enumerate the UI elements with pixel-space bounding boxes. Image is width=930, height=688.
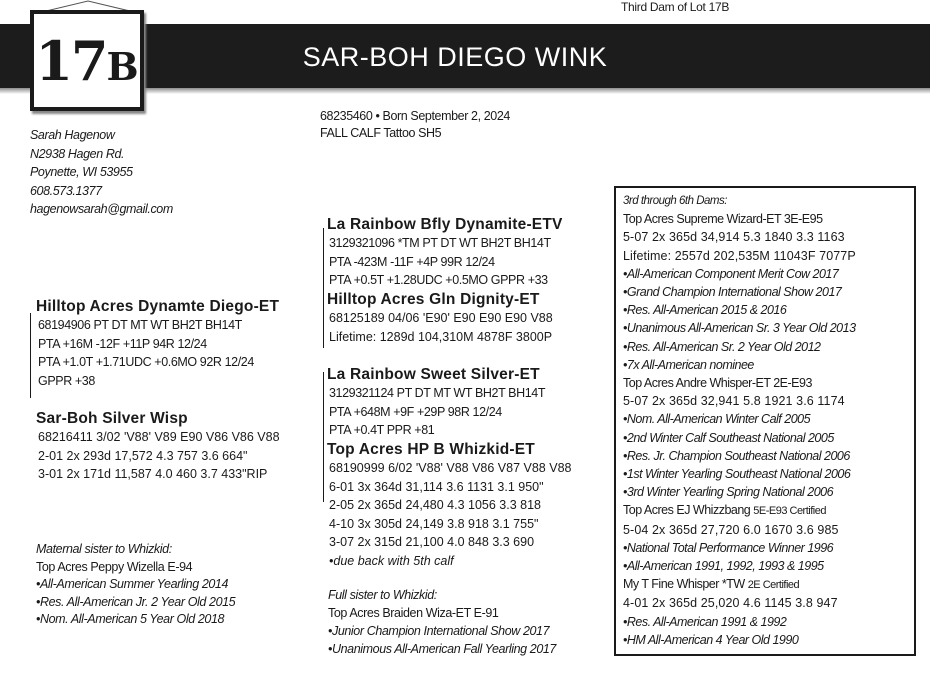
third-dam-note: •Res. All-American Sr. 2 Year Old 2012 [623, 339, 821, 354]
full-sister-note: •Unanimous All-American Fall Yearling 2017 [328, 642, 556, 656]
sixth-dam-record: 4-01 2x 365d 25,020 4.6 1145 3.8 947 [623, 596, 838, 611]
animal-info [320, 108, 510, 142]
sixth-dam-name: My T Fine Whisper *TW [623, 577, 745, 592]
sire-sire-block [327, 215, 563, 290]
sire-sire-name: La Rainbow Bfly Dynamite-ETV [327, 216, 563, 233]
third-dam-record: 5-07 2x 365d 34,914 5.3 1840 3.3 1163 [623, 230, 845, 245]
class-tattoo: FALL CALF Tattoo SH5 [320, 126, 442, 140]
dam-dam-block [327, 440, 571, 570]
sire-block [36, 297, 279, 390]
fifth-dam-name: Top Acres EJ Whizzbang [623, 503, 751, 518]
dam-name: Sar-Boh Silver Wisp [36, 410, 188, 427]
fourth-dam-note: •Res. Jr. Champion Southeast National 2006 [623, 448, 850, 463]
sire-pedigree-bracket [323, 228, 324, 348]
dam-block [36, 409, 280, 484]
maternal-sister-name: Top Acres Peppy Wizella E-94 [36, 559, 193, 574]
consignor-phone: 608.573.1377 [30, 183, 102, 198]
fourth-dam-note: •Nom. All-American Winter Calf 2005 [623, 412, 811, 427]
extended-dams-content [623, 192, 856, 649]
top-note: Third Dam of Lot 17B [621, 0, 730, 14]
fourth-dam-record: 5-07 2x 365d 32,941 5.8 1921 3.6 1174 [623, 394, 845, 409]
dams-heading: 3rd through 6th Dams: [623, 195, 727, 207]
consignor-email: hagenowsarah@gmail.com [30, 202, 173, 216]
third-dam-note: •Unanimous All-American Sr. 3 Year Old 2013 [623, 321, 856, 336]
sixth-dam-cert: 2E Certified [747, 579, 800, 592]
dam-pedigree-bracket [323, 372, 324, 502]
dam-sire-name: La Rainbow Sweet Silver-ET [327, 366, 540, 383]
third-dam-record: Lifetime: 2557d 202,535M 11043F 7077P [623, 248, 856, 263]
maternal-sister-block [36, 541, 235, 629]
third-dam-note: •All-American Component Merit Cow 2017 [623, 266, 839, 281]
sire-dam-name: Hilltop Acres Gln Dignity-ET [327, 291, 540, 308]
fifth-dam-record: 5-04 2x 365d 27,720 6.0 1670 3.6 985 [623, 522, 839, 537]
lot-suffix: B [106, 43, 139, 89]
dam-line: 3-01 2x 171d 11,587 4.0 460 3.7 433"RIP [38, 467, 268, 481]
fourth-dam-note: •3rd Winter Yearling Spring National 2006 [623, 485, 834, 500]
consignor-address2: Poynette, WI 53955 [30, 165, 133, 179]
dam-dam-line: 4-10 3x 305d 24,149 3.8 918 3.1 755" [329, 516, 539, 531]
maternal-sister-label: Maternal sister to Whizkid: [36, 542, 172, 556]
fourth-dam-note: •2nd Winter Calf Southeast National 2005 [623, 430, 834, 445]
fifth-dam-cert: 5E-E93 Certified [753, 505, 826, 518]
third-dam-note: •Res. All-American 2015 & 2016 [623, 303, 787, 318]
sire-line: PTA +16M -12F +11P 94R 12/24 [38, 336, 207, 351]
dam-sire-line: PTA +648M +9F +29P 98R 12/24 [329, 404, 502, 419]
consignor-name: Sarah Hagenow [30, 128, 115, 142]
consignor-block [30, 126, 173, 219]
sire-bracket [30, 313, 31, 398]
dam-dam-note: •due back with 5th calf [329, 553, 454, 568]
full-sister-label: Full sister to Whizkid: [328, 588, 437, 602]
maternal-sister-note: •Nom. All-American 5 Year Old 2018 [36, 612, 225, 626]
sire-dam-block [327, 290, 553, 346]
third-dam-note: •7x All-American nominee [623, 357, 754, 372]
dam-dam-line: 2-05 2x 365d 24,480 4.3 1056 3.3 818 [329, 498, 541, 512]
sixth-dam-note: •Res. All-American 1991 & 1992 [623, 614, 787, 629]
fifth-dam-title [623, 501, 856, 520]
third-dam-note: •Grand Champion International Show 2017 [623, 285, 842, 300]
sire-dam-line: Lifetime: 1289d 104,310M 4878F 3800P [329, 329, 553, 344]
sixth-dam-title [623, 575, 856, 594]
sire-name: Hilltop Acres Dynamte Diego-ET [36, 298, 280, 315]
dam-dam-name: Top Acres HP B Whizkid-ET [327, 441, 535, 458]
dam-dam-line: 68190999 6/02 'V88' V88 V86 V87 V88 V88 [329, 461, 572, 475]
sire-dam-line: 68125189 04/06 'E90' E90 E90 E90 V88 [329, 311, 553, 325]
third-dam-name: Top Acres Supreme Wizard-ET 3E-E95 [623, 212, 823, 227]
full-sister-name: Top Acres Braiden Wiza-ET E-91 [328, 606, 499, 620]
sixth-dam-note: •HM All-American 4 Year Old 1990 [623, 632, 799, 647]
dam-line: 68216411 3/02 'V88' V89 E90 V86 V86 V88 [38, 430, 280, 444]
full-sister-block [328, 586, 556, 658]
fourth-dam-note: •1st Winter Yearling Southeast National 2006 [623, 467, 851, 482]
dam-sire-line: 3129321124 PT DT MT WT BH2T BH14T [329, 386, 546, 400]
lot-number: 17B [35, 28, 139, 93]
dam-line: 2-01 2x 293d 17,572 4.3 757 3.6 664" [38, 448, 248, 463]
fourth-dam-name: Top Acres Andre Whisper-ET 2E-E93 [623, 376, 812, 391]
maternal-sister-note: •Res. All-American Jr. 2 Year Old 2015 [36, 594, 236, 609]
dam-dam-line: 3-07 2x 315d 21,100 4.0 848 3.3 690 [329, 535, 535, 549]
lot-number-box [30, 10, 144, 111]
dam-dam-line: 6-01 3x 364d 31,114 3.6 1131 3.1 950" [329, 479, 544, 494]
sire-line: 68194906 PT DT MT WT BH2T BH14T [38, 318, 242, 332]
registration-birth: 68235460 • Born September 2, 2024 [320, 109, 510, 123]
full-sister-note: •Junior Champion International Show 2017 [328, 624, 550, 638]
consignor-address1: N2938 Hagen Rd. [30, 146, 125, 161]
sire-sire-line: PTA -423M -11F +4P 99R 12/24 [329, 254, 495, 269]
sire-line: GPPR +38 [38, 373, 95, 388]
animal-name-title: SAR-BOH DIEGO WINK [302, 42, 608, 72]
sire-sire-line: PTA +0.5T +1.28UDC +0.5MO GPPR +33 [329, 273, 548, 287]
sire-line: PTA +1.0T +1.71UDC +0.6MO 92R 12/24 [38, 355, 254, 369]
fifth-dam-note: •All-American 1991, 1992, 1993 & 1995 [623, 559, 824, 574]
maternal-sister-note: •All-American Summer Yearling 2014 [36, 577, 229, 591]
dam-sire-block [327, 365, 545, 440]
dam-sire-line: PTA +0.4T PPR +81 [329, 423, 435, 437]
fifth-dam-note: •National Total Performance Winner 1996 [623, 540, 834, 555]
sire-sire-line: 3129321096 *TM PT DT WT BH2T BH14T [329, 236, 551, 250]
